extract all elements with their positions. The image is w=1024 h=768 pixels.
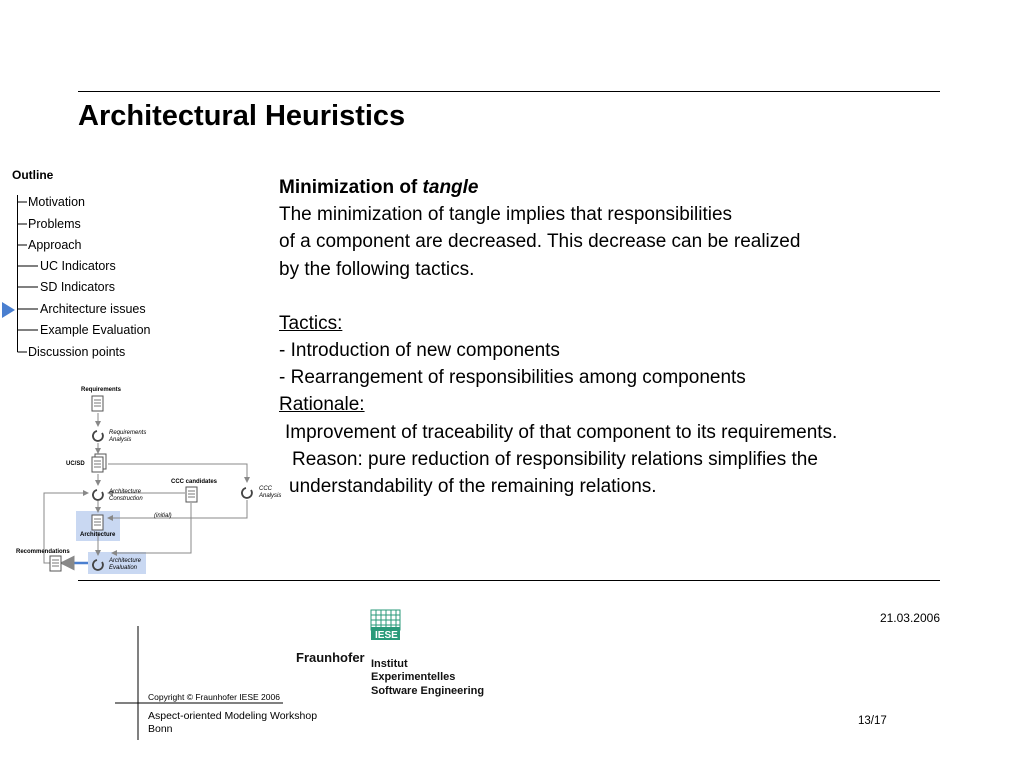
architecture-evaluation-label-line1: Architecture bbox=[109, 558, 142, 564]
section-heading-emphasis: tangle bbox=[422, 177, 479, 198]
paragraph-line: The minimization of tangle implies that responsibilities bbox=[279, 204, 733, 226]
workshop-info bbox=[148, 710, 317, 736]
outline-item-approach[interactable]: Approach bbox=[28, 238, 82, 252]
copyright-notice: Copyright © Fraunhofer IESE 2006 bbox=[148, 692, 280, 702]
requirements-document-icon bbox=[92, 396, 103, 411]
ccc-analysis-label-line2: Analysis bbox=[259, 493, 282, 499]
tactic-item: - Introduction of new components bbox=[279, 340, 560, 362]
logo-line-1: Institut bbox=[371, 658, 408, 670]
section-heading-prefix: Minimization of bbox=[279, 177, 423, 198]
bottom-rule bbox=[78, 580, 940, 581]
slide-title: Architectural Heuristics bbox=[78, 100, 406, 132]
requirements-analysis-activity-icon bbox=[93, 431, 103, 441]
logo-line-3: Software Engineering bbox=[371, 685, 485, 697]
requirements-analysis-label-line2: Analysis bbox=[109, 437, 132, 443]
uc-sd-document-icon bbox=[92, 454, 106, 472]
rationale-line: Reason: pure reduction of responsibility relations simplifies the bbox=[292, 448, 818, 470]
outline-item-problems[interactable]: Problems bbox=[28, 217, 81, 231]
rationale-label: Rationale: bbox=[279, 394, 365, 416]
top-rule bbox=[78, 91, 940, 92]
ccc-candidates-label: CCC candidates bbox=[171, 479, 218, 485]
logo-badge-text: IESE bbox=[375, 630, 398, 641]
architecture-construction-activity-icon bbox=[93, 490, 103, 500]
page-number: 13/17 bbox=[858, 715, 887, 727]
recommendations-document-icon bbox=[50, 556, 61, 571]
ccc-analysis-label-line1: CCC bbox=[259, 486, 272, 492]
outline-item-uc-indicators[interactable]: UC Indicators bbox=[40, 259, 116, 273]
initial-label: (initial) bbox=[154, 513, 172, 519]
workshop-name: Aspect-oriented Modeling Workshop bbox=[148, 710, 318, 722]
requirements-label: Requirements bbox=[81, 387, 122, 393]
recommendations-label: Recommendations bbox=[16, 549, 70, 555]
architecture-evaluation-label-line2: Evaluation bbox=[109, 565, 138, 571]
fraunhofer-iese-logo bbox=[290, 606, 500, 702]
ccc-analysis-activity-icon bbox=[242, 488, 252, 498]
uc-sd-label: UC/SD bbox=[66, 461, 85, 467]
section-heading bbox=[279, 174, 979, 201]
slide-date: 21.03.2006 bbox=[879, 611, 940, 625]
ccc-candidates-document-icon bbox=[186, 487, 197, 502]
tactic-item: - Rearrangement of responsibilities among components bbox=[279, 367, 746, 389]
slide-body bbox=[279, 174, 979, 500]
paragraph-line: of a component are decreased. This decrease can be realized bbox=[279, 231, 801, 253]
architecture-document-icon bbox=[92, 515, 103, 530]
outline-item-sd-indicators[interactable]: SD Indicators bbox=[40, 280, 116, 294]
outline-heading: Outline bbox=[12, 168, 54, 182]
process-diagram bbox=[0, 380, 290, 580]
logo-org-name: Fraunhofer bbox=[296, 650, 365, 665]
workshop-location: Bonn bbox=[148, 723, 173, 735]
requirements-analysis-label-line1: Requirements bbox=[109, 430, 147, 436]
architecture-label: Architecture bbox=[80, 532, 116, 538]
current-section-arrow-icon bbox=[2, 302, 15, 318]
outline-item-discussion-points[interactable]: Discussion points bbox=[28, 345, 126, 359]
outline-item-example-evaluation[interactable]: Example Evaluation bbox=[40, 323, 151, 337]
logo-line-2: Experimentelles bbox=[371, 671, 456, 683]
tactics-label: Tactics: bbox=[279, 312, 343, 334]
rationale-line: Improvement of traceability of that component to its requirements. bbox=[285, 421, 838, 443]
rationale-line: understandability of the remaining relations. bbox=[289, 476, 657, 498]
paragraph-line: by the following tactics. bbox=[279, 258, 475, 280]
architecture-construction-label-line2: Construction bbox=[109, 496, 143, 502]
outline-item-architecture-issues[interactable]: Architecture issues bbox=[40, 302, 146, 316]
architecture-construction-label-line1: Architecture bbox=[109, 489, 142, 495]
outline-item-motivation[interactable]: Motivation bbox=[28, 195, 85, 209]
